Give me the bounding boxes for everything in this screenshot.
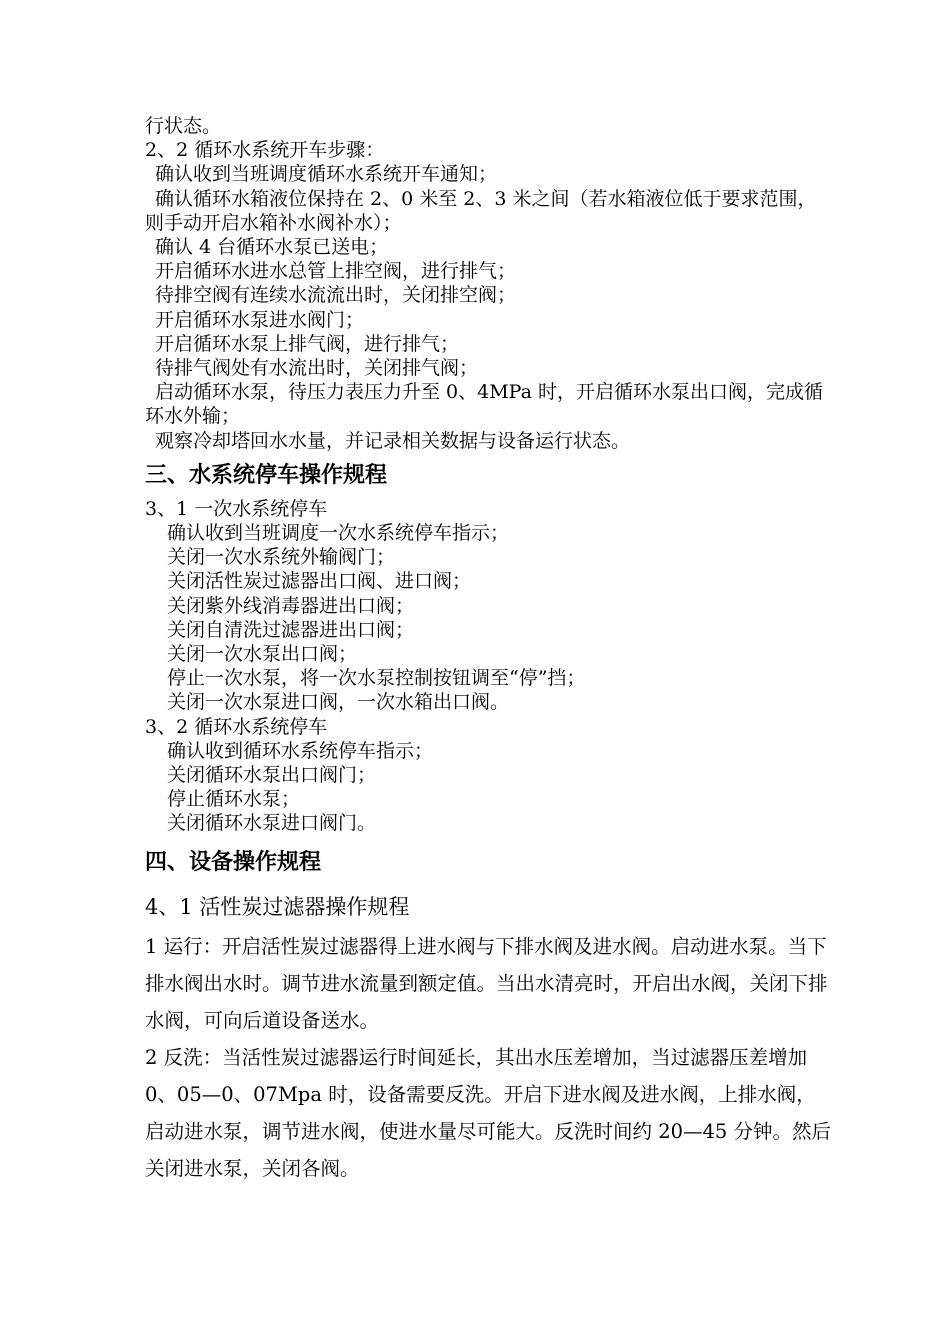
list-item: 确认收到循环水系统停车指示；: [167, 739, 434, 762]
subsection-heading: 3、1 一次水系统停车: [145, 497, 328, 520]
section-title: 四、设备操作规程: [145, 849, 322, 875]
list-item: 开启循环水泵上排气阀，进行排气；: [155, 332, 460, 355]
list-item: 启动循环水泵，待压力表压力升至 0、4MPa 时，开启循环水泵出口阀，完成循环水外输；: [145, 381, 823, 428]
list-item: 观察冷却塔回水水量，并记录相关数据与设备运行状态。: [155, 429, 631, 452]
list-item: 确认循环水箱液位保持在 2、0 米至 2、3 米之间（若水箱液位低于要求范围，则手动开启水箱补水阀补水）；: [145, 187, 817, 234]
list-item: 开启循环水泵进水阀门；: [155, 308, 365, 331]
section-title: 三、水系统停车操作规程: [145, 462, 388, 488]
paragraph: 1 运行：开启活性炭过滤器得上进水阀与下排水阀及进水阀。启动进水泵。当下排水阀出水时。调节进水流量到额定值。当出水清亮时，开启出水阀，关闭下排水阀，可向后道设备送水。: [145, 934, 828, 1032]
subsection-heading: 2、2 循环水系统开车步骤：: [145, 139, 385, 162]
list-item: 关闭一次水泵出口阀；: [167, 643, 358, 666]
list-item: 待排空阀有连续水流流出时，关闭排空阀；: [155, 284, 517, 307]
list-item: 确认 4 台循环水泵已送电；: [155, 236, 389, 259]
list-item: 关闭自清洗过滤器进出口阀；: [167, 618, 415, 641]
continuation-text: 行状态。: [145, 115, 222, 137]
paragraph: 2 反洗：当活性炭过滤器运行时间延长，其出水压差增加，当过滤器压差增加 0、05—0、07Mpa 时，设备需要反洗。开启下进水阀及进水阀，上排水阀，启动进水泵，调节进水阀，使进水量尽可能大。反洗时间约 20—45 分钟。然后关闭进水泵，关闭各阀。: [145, 1045, 832, 1180]
list-item: 关闭循环水泵出口阀门；: [167, 764, 377, 787]
list-item: 确认收到当班调度一次水系统停车指示；: [167, 522, 510, 545]
list-item: 关闭一次水系统外输阀门；: [167, 546, 396, 569]
list-item: 关闭活性炭过滤器出口阀、进口阀；: [167, 570, 472, 593]
list-item: 关闭循环水泵进口阀门。: [167, 812, 377, 835]
list-item: 确认收到当班调度循环水系统开车通知；: [155, 163, 498, 186]
document-page: [145, 114, 835, 1187]
list-item: 待排气阀处有水流出时，关闭排气阀；: [155, 357, 479, 380]
list-item: 关闭紫外线消毒器进出口阀；: [167, 594, 415, 617]
list-item: 停止循环水泵；: [167, 788, 301, 811]
list-item: 停止一次水泵，将一次水泵控制按钮调至“停”挡；: [167, 667, 586, 690]
subsection-heading: 4、1 活性炭过滤器操作规程: [145, 894, 410, 919]
list-item: 开启循环水进水总管上排空阀，进行排气；: [155, 260, 517, 283]
list-item: 关闭一次水泵进口阀，一次水箱出口阀。: [167, 691, 510, 714]
subsection-heading: 3、2 循环水系统停车: [145, 715, 328, 738]
